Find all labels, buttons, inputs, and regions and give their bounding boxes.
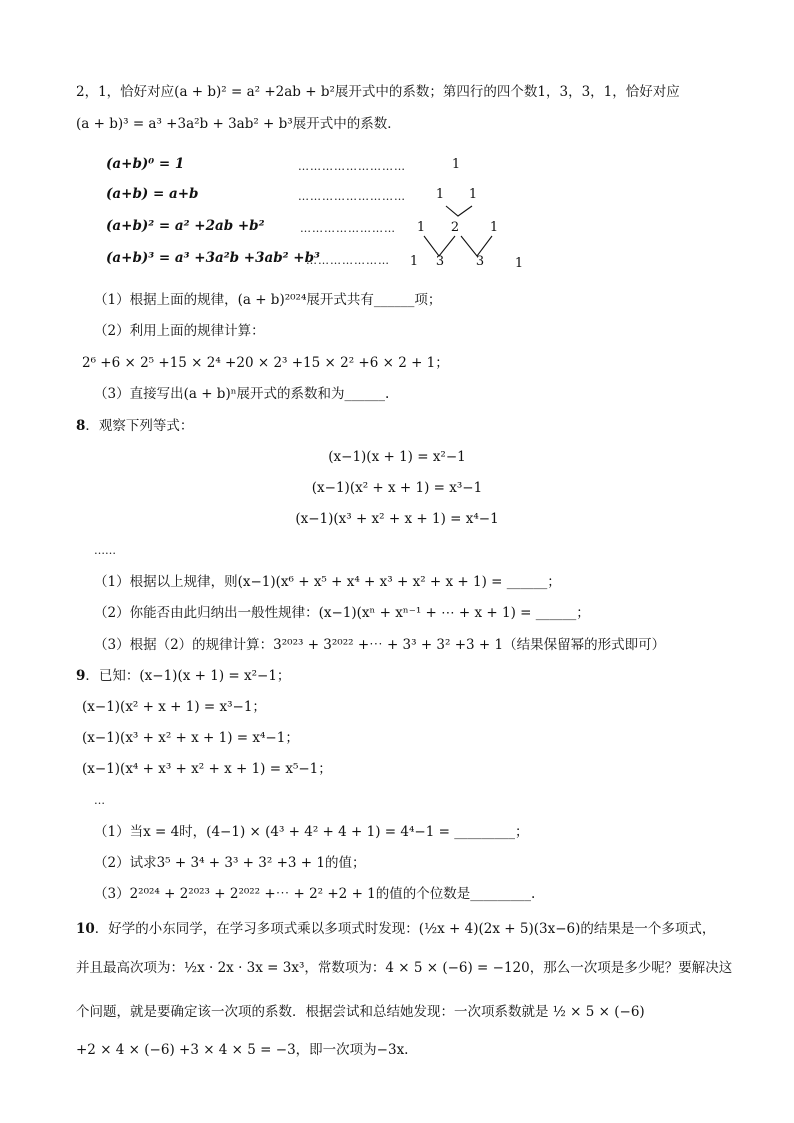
q8-part-1: （1）根据以上规律，则(x−1)(x⁶ + x⁵ + x⁴ + x³ + x² + x + 1) = ______； xyxy=(94,574,561,590)
triangle-number: 1 xyxy=(489,220,499,235)
q10-line-3: 个问题，就是要确定该一次项的系数．根据尝试和总结她发现：一次项系数就是 ½ × 5 × (−6) xyxy=(76,1004,645,1020)
q10-number: 10 xyxy=(76,921,95,937)
triangle-formula-row-1: (a+b) = a+b xyxy=(106,186,199,202)
triangle-number: 1 xyxy=(514,256,524,271)
triangle-dots-row-1: ……………………… xyxy=(298,190,406,203)
q9-ellipsis: … xyxy=(94,794,105,807)
q7-part-2-expression: 2⁶ +6 × 2⁵ +15 × 2⁴ +20 × 2³ +15 × 2² +6 × 2 + 1； xyxy=(82,355,449,371)
triangle-number: 1 xyxy=(451,157,461,172)
q8-part-2: （2）你能否由此归纳出一般性规律：(x−1)(xⁿ + xⁿ⁻¹ + ⋯ + x + 1) = ______； xyxy=(94,605,590,621)
triangle-number: 2 xyxy=(450,220,460,235)
q8-heading xyxy=(76,416,193,436)
q10-line-2: 并且最高次项为：½x · 2x · 3x = 3x³，常数项为：4 × 5 × (−6) = −120，那么一次项是多少呢？要解决这 xyxy=(76,960,733,976)
q9-equation-3: (x−1)(x³ + x² + x + 1) = x⁴−1； xyxy=(82,730,299,746)
q9-equation-2: (x−1)(x² + x + 1) = x³−1； xyxy=(82,699,266,715)
triangle-connector-lines xyxy=(0,0,794,300)
q10-line-4: +2 × 4 × (−6) +3 × 4 × 5 = −3，即一次项为−3x. xyxy=(76,1042,409,1058)
q9-part-2: （2）试求3⁵ + 3⁴ + 3³ + 3² +3 + 1的值； xyxy=(94,855,366,871)
q10-line-1 xyxy=(76,919,715,939)
q9-part-3: （3）2²⁰²⁴ + 2²⁰²³ + 2²⁰²² +⋯ + 2² +2 + 1的值的个位数是_________. xyxy=(94,886,536,902)
intro-line-1: 2，1，恰好对应(a + b)² = a² +2ab + b²展开式中的系数；第四行的四个数1，3，3，1，恰好对应 xyxy=(76,84,680,100)
q8-ellipsis: …… xyxy=(94,544,116,557)
triangle-number: 3 xyxy=(475,254,485,269)
triangle-dots-row-2: …………………… xyxy=(300,222,396,235)
triangle-formula-row-2: (a+b)² = a² +2ab +b² xyxy=(106,218,265,234)
triangle-number: 1 xyxy=(416,220,426,235)
connector-line xyxy=(424,236,455,256)
q8-equation-3: (x−1)(x³ + x² + x + 1) = x⁴−1 xyxy=(295,511,499,527)
triangle-number: 1 xyxy=(468,187,478,202)
triangle-formula-row-3: (a+b)³ = a³ +3a²b +3ab² +b³ xyxy=(106,250,320,266)
q7-part-3: （3）直接写出(a + b)ⁿ展开式的系数和为______. xyxy=(94,386,390,402)
q8-equation-1: (x−1)(x + 1) = x²−1 xyxy=(328,449,466,465)
connector-line xyxy=(461,236,492,256)
q8-part-3: （3）根据（2）的规律计算：3²⁰²³ + 3²⁰²² +⋯ + 3³ + 3² +3 + 1（结果保留幂的形式即可） xyxy=(94,637,666,653)
triangle-number: 1 xyxy=(435,187,445,202)
q8-equation-2: (x−1)(x² + x + 1) = x³−1 xyxy=(311,480,483,496)
q7-part-2: （2）利用上面的规律计算： xyxy=(94,323,265,339)
triangle-dots-row-3: ………………… xyxy=(306,254,390,267)
triangle-number: 1 xyxy=(409,254,419,269)
q9-number: 9 xyxy=(76,668,86,684)
q8-number: 8 xyxy=(76,418,86,434)
connector-line xyxy=(446,206,472,216)
triangle-number: 3 xyxy=(435,254,445,269)
triangle-dots-row-0: ……………………… xyxy=(298,160,406,173)
q9-equation-4: (x−1)(x⁴ + x³ + x² + x + 1) = x⁵−1； xyxy=(82,761,332,777)
q8-title: ．观察下列等式： xyxy=(85,418,194,434)
q9-heading xyxy=(76,666,290,686)
intro-line-2: (a + b)³ = a³ +3a²b + 3ab² + b³展开式中的系数． xyxy=(76,116,401,132)
q7-part-1: （1）根据上面的规律，(a + b)²⁰²⁴展开式共有______项； xyxy=(94,292,442,308)
q9-part-1: （1）当x = 4时，(4−1) × (4³ + 4² + 4 + 1) = 4⁴−1 = _________； xyxy=(94,824,529,840)
q10-text-1: ．好学的小东同学，在学习多项式乘以多项式时发现：(½x + 4)(2x + 5)(3x−6)的结果是一个多项式， xyxy=(94,921,716,937)
triangle-formula-row-0: (a+b)⁰ = 1 xyxy=(106,156,185,172)
q9-title: ．已知：(x−1)(x + 1) = x²−1； xyxy=(85,668,291,684)
